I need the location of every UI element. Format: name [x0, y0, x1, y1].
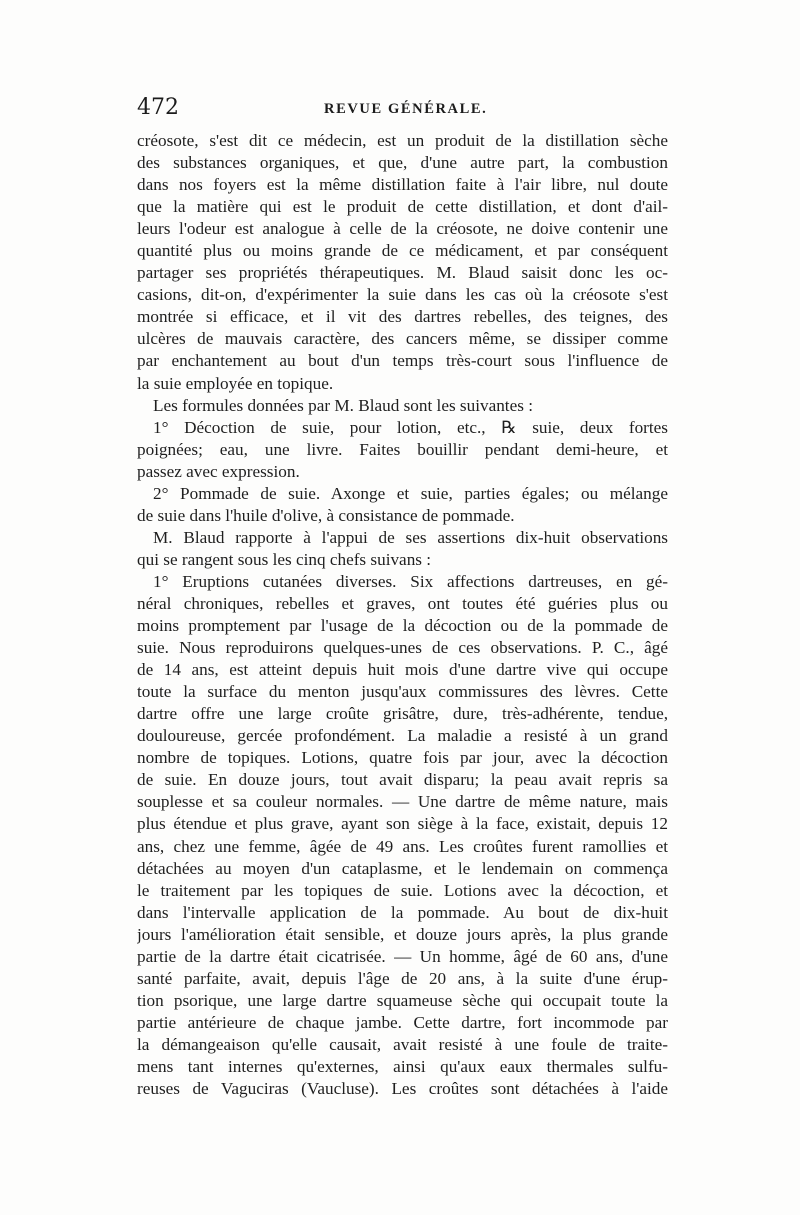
text-line: créosote, s'est dit ce médecin, est un produit de la distillation sèche	[137, 131, 668, 150]
text-line: moins promptement par l'usage de la décoction ou de la pommade de	[137, 616, 668, 636]
text-line: montrée si efficace, et il vit des dartres rebelles, des teignes, des	[137, 307, 668, 327]
body-text	[137, 130, 668, 1100]
text-line: passez avec expression.	[137, 461, 300, 481]
text-line: dans nos foyers est la même distillation faite à l'air libre, nul doute	[137, 175, 668, 195]
text-line: dans l'intervalle application de la pommade. Au bout de dix-huit	[137, 902, 668, 922]
text-line: mens tant internes qu'externes, ainsi qu'aux eaux thermales sulfu-	[137, 1056, 668, 1076]
text-line: 1° Décoction de suie, pour lotion, etc., ℞ suie, deux fortes	[153, 417, 668, 437]
text-line: ulcères de mauvais caractère, des cancers même, se dissiper comme	[137, 329, 668, 349]
text-line: partie de la dartre était cicatrisée. — Un homme, âgé de 60 ans, d'une	[137, 946, 668, 966]
text-line: reuses de Vaguciras (Vaucluse). Les croûtes sont détachées à l'aide	[137, 1079, 668, 1099]
text-line: M. Blaud rapporte à l'appui de ses assertions dix-huit observations	[153, 527, 668, 547]
text-line: jours l'amélioration était sensible, et douze jours après, la plus grande	[137, 924, 668, 944]
page-number: 472	[137, 95, 179, 120]
text-line: tion psorique, une large dartre squameuse sèche qui occupait toute la	[137, 990, 668, 1010]
text-line: suie. Nous reproduirons quelques-unes de ces observations. P. C., âgé	[137, 638, 668, 658]
text-line: détachées au moyen d'un cataplasme, et le lendemain on commença	[137, 858, 668, 878]
text-line: toute la surface du menton jusqu'aux commissures des lèvres. Cette	[137, 682, 668, 702]
text-line: casions, dit-on, d'expérimenter la suie dans les cas où la créosote s'est	[137, 285, 668, 305]
text-line: de 14 ans, est atteint depuis huit mois d'une dartre vive qui occupe	[137, 660, 668, 680]
text-line: le traitement par les topiques de suie. Lotions avec la décoction, et	[137, 880, 668, 900]
page-header	[137, 95, 667, 125]
text-line: 2° Pommade de suie. Axonge et suie, parties égales; ou mélange	[153, 483, 668, 503]
text-line: quantité plus ou moins grande de ce médicament, et par conséquent	[137, 241, 668, 261]
text-line: par enchantement au bout d'un temps très-court sous l'influence de	[137, 351, 668, 371]
text-line: qui se rangent sous les cinq chefs suivans :	[137, 549, 432, 569]
text-line: ans, chez une femme, âgée de 49 ans. Les croûtes furent ramollies et	[137, 836, 668, 856]
text-line: santé parfaite, avait, depuis l'âge de 20 ans, à la suite d'une érup-	[137, 968, 668, 988]
text-line: douloureuse, gercée profondément. La maladie a resisté à un grand	[137, 726, 668, 746]
text-line: la suie employée en topique.	[137, 373, 334, 393]
text-line: leurs l'odeur est analogue à celle de la créosote, ne doive contenir une	[137, 219, 668, 239]
text-line: poignées; eau, une livre. Faites bouillir pendant demi-heure, et	[137, 439, 668, 459]
text-line: la démangeaison qu'elle causait, avait resisté à une foule de traite-	[137, 1034, 668, 1054]
text-line: plus étendue et plus grave, ayant son siège à la face, existait, depuis 12	[137, 814, 668, 834]
text-line: de suie dans l'huile d'olive, à consistance de pommade.	[137, 505, 515, 525]
text-line: souplesse et sa couleur normales. — Une dartre de même nature, mais	[137, 792, 668, 812]
text-line: partager ses propriétés thérapeutiques. M. Blaud saisit donc les oc-	[137, 263, 668, 283]
text-line: Les formules données par M. Blaud sont les suivantes :	[153, 395, 533, 415]
running-title: REVUE GÉNÉRALE.	[324, 101, 488, 117]
text-line: 1° Eruptions cutanées diverses. Six affections dartreuses, en gé-	[153, 571, 668, 591]
text-line: nombre de topiques. Lotions, quatre fois par jour, avec la décoction	[137, 748, 668, 768]
text-line: dartre offre une large croûte grisâtre, dure, très-adhérente, tendue,	[137, 704, 668, 724]
text-line: que la matière qui est le produit de cette distillation, et dont d'ail-	[137, 197, 668, 217]
text-line: de suie. En douze jours, tout avait disparu; la peau avait repris sa	[137, 770, 668, 790]
text-line: partie antérieure de chaque jambe. Cette dartre, fort incommode par	[137, 1012, 668, 1032]
text-line: des substances organiques, et que, d'une autre part, la combustion	[137, 153, 668, 173]
text-line: néral chroniques, rebelles et graves, ont toutes été guéries plus ou	[137, 593, 668, 613]
